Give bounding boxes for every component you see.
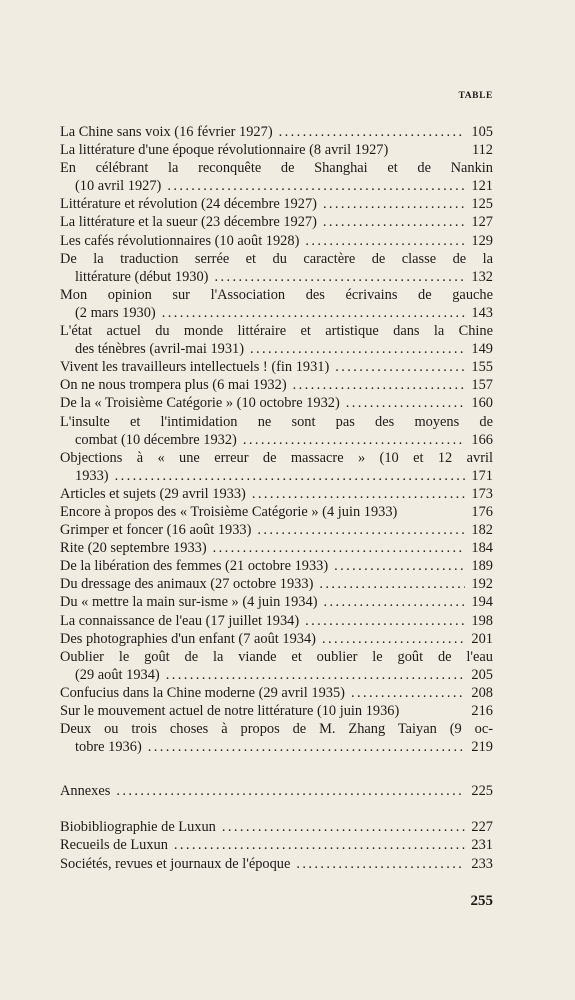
toc-entry: [60, 630, 493, 648]
toc-entry: [60, 575, 493, 593]
toc-entry-title: des ténèbres (avril-mai 1931): [75, 341, 245, 358]
toc-entry: [60, 141, 493, 159]
toc-entry-line: [60, 376, 493, 394]
toc-entry-line: [60, 232, 493, 250]
dot-leader: [323, 213, 465, 231]
toc-entry-title: On ne nous trompera plus (6 mai 1932): [60, 377, 287, 394]
dot-leader: [252, 485, 465, 503]
toc-entry-line: [60, 123, 493, 141]
toc-entry-line: [60, 612, 493, 630]
toc-entry-title: Littérature et révolution (24 décembre 1927): [60, 196, 317, 213]
toc-appendix-entry: [60, 836, 493, 854]
toc-entry: [60, 485, 493, 503]
toc-entry-page: 149: [471, 341, 493, 358]
toc-entry-page: 112: [471, 142, 493, 159]
toc-entry-line: [60, 738, 493, 756]
toc-appendix-entry: [60, 818, 493, 836]
toc-entry-line: [60, 268, 493, 286]
toc-entry: [60, 557, 493, 575]
toc-entry: [60, 702, 493, 720]
toc-entry-title: Les cafés révolutionnaires (10 août 1928): [60, 232, 300, 249]
toc-entry-line: [60, 195, 493, 213]
toc-entry-line: [60, 557, 493, 575]
toc-entry-title: (29 août 1934): [75, 666, 160, 683]
toc-entry-line: [60, 304, 493, 322]
toc-entry-title: combat (10 décembre 1932): [75, 431, 237, 448]
toc-entry-line: [60, 358, 493, 376]
dot-leader: [305, 612, 465, 630]
toc-entry-page: 216: [471, 703, 493, 719]
toc-entry-page: 143: [471, 304, 493, 321]
toc-entry: [60, 250, 493, 286]
annexes-page: 225: [471, 783, 493, 800]
dot-leader: [293, 376, 465, 394]
toc-entry-line: [60, 141, 493, 159]
toc-entry: [60, 539, 493, 557]
dot-leader: [346, 394, 465, 412]
toc-entry-line: [60, 431, 493, 449]
dot-leader: [334, 557, 465, 575]
toc-entry-title: Du dressage des animaux (27 octobre 1933): [60, 576, 314, 593]
toc-entry-line: [60, 467, 493, 485]
toc-entry-title: Objections à « une erreur de massacre » (10 et 12 avril: [60, 449, 493, 466]
toc-entry-page: 231: [471, 837, 493, 854]
toc-entry-title: 1933): [75, 467, 109, 484]
toc-entry: [60, 286, 493, 322]
toc-entry-title: Oublier le goût de la viande et oublier le goût de l'eau: [60, 648, 493, 665]
toc-entry-line: [60, 177, 493, 195]
toc-entry-line: [60, 575, 493, 593]
toc-entry-title: Des photographies d'un enfant (7 août 1934): [60, 630, 316, 647]
toc-entry: [60, 684, 493, 702]
toc-entry-title: La littérature d'une époque révolutionnaire (8 avril 1927): [60, 142, 389, 159]
toc-entry-page: 157: [471, 377, 493, 394]
toc-entry: [60, 213, 493, 231]
toc-entry-title: Encore à propos des « Troisième Catégorie » (4 juin 1933): [60, 503, 398, 520]
dot-leader: [335, 358, 465, 376]
toc-entry-title: littérature (début 1930): [75, 268, 209, 285]
toc-entry: [60, 449, 493, 485]
toc-entry-page: 176: [471, 503, 493, 520]
toc-entry-page: 219: [471, 739, 493, 756]
dot-leader: [166, 666, 465, 684]
toc-entry-title: Vivent les travailleurs intellectuels ! (fin 1931): [60, 359, 330, 376]
toc-entry: [60, 593, 493, 611]
toc-entry-line: [60, 394, 493, 412]
toc-entry-title: Du « mettre la main sur-isme » (4 juin 1934): [60, 594, 318, 611]
toc-entry-page: 227: [471, 819, 493, 836]
toc-entry: [60, 503, 493, 521]
toc-entry-page: 182: [471, 522, 493, 539]
toc-entry-title: (2 mars 1930): [75, 304, 156, 321]
toc-entry-title: Sur le mouvement actuel de notre littérature (10 juin 1936): [60, 703, 400, 719]
dot-leader: [162, 304, 465, 322]
dot-leader: [167, 177, 465, 195]
toc-entry: [60, 720, 493, 756]
dot-leader: [116, 782, 465, 800]
toc-entry-line: [60, 340, 493, 358]
toc-entry-line: [60, 213, 493, 231]
toc-entry: [60, 521, 493, 539]
toc-entry-title: Biobibliographie de Luxun: [60, 819, 216, 836]
toc-entry-line: [60, 521, 493, 539]
toc-entry-title: Recueils de Luxun: [60, 837, 168, 854]
dot-leader: [115, 467, 465, 485]
toc-annexes: [60, 782, 493, 800]
toc-appendix-entry: [60, 855, 493, 873]
toc-entry: [60, 394, 493, 412]
toc-entry-title: Articles et sujets (29 avril 1933): [60, 485, 246, 502]
toc-entry-page: 189: [471, 558, 493, 575]
toc-entry-page: 105: [471, 124, 493, 140]
toc-entries: [60, 123, 493, 756]
toc-entry-line: [60, 593, 493, 611]
dot-leader: [296, 855, 465, 873]
toc-entry-page: 171: [471, 467, 493, 484]
dot-leader: [319, 575, 465, 593]
toc-entry-page: 201: [471, 630, 493, 647]
toc-entry-line: [60, 503, 493, 521]
toc-entry: [60, 648, 493, 684]
dot-leader: [222, 818, 465, 836]
toc-entry-title: En célébrant la reconquête de Shanghai et de Nankin: [60, 160, 493, 177]
toc-entry-title: De la « Troisième Catégorie » (10 octobre 1932): [60, 395, 340, 412]
toc-entry-title: L'état actuel du monde littéraire et artistique dans la Chine: [60, 323, 493, 340]
toc-entry: [60, 612, 493, 630]
toc-entry-line: [60, 666, 493, 684]
toc-entry-page: 192: [471, 576, 493, 593]
dot-leader: [322, 630, 465, 648]
appendix-entries: [60, 818, 493, 872]
dot-leader: [174, 836, 465, 854]
toc-entry-page: 173: [471, 485, 493, 502]
toc-entry-title: La littérature et la sueur (23 décembre 1927): [60, 214, 317, 231]
dot-leader: [279, 123, 465, 141]
toc-entry-line: [60, 630, 493, 648]
dot-leader: [243, 431, 465, 449]
toc-entry-page: 155: [471, 359, 493, 376]
toc-entry: [60, 232, 493, 250]
toc-entry-page: 194: [471, 594, 493, 611]
toc-entry: [60, 159, 493, 195]
running-head: TABLE: [458, 91, 493, 101]
toc-entry-page: 233: [471, 855, 493, 872]
toc-entry-page: 208: [471, 684, 493, 701]
dot-leader: [324, 593, 466, 611]
toc-entry-title: Grimper et foncer (16 août 1933): [60, 522, 252, 539]
table-of-contents: [60, 123, 493, 873]
dot-leader: [323, 195, 465, 213]
dot-leader: [148, 738, 465, 756]
section-gap: [60, 756, 493, 782]
toc-entry-line: [60, 485, 493, 503]
dot-leader: [351, 684, 465, 702]
annexes-label: Annexes: [60, 783, 111, 800]
page-number: 255: [470, 893, 493, 909]
toc-entry-page: 205: [471, 666, 493, 683]
toc-entry-page: 184: [471, 540, 493, 557]
toc-entry-line: [60, 684, 493, 702]
toc-entry-title: De la libération des femmes (21 octobre 1933): [60, 558, 329, 575]
toc-entry: [60, 322, 493, 358]
toc-entry-title: Confucius dans la Chine moderne (29 avril 1935): [60, 684, 345, 701]
toc-entry-title: Rite (20 septembre 1933): [60, 540, 207, 557]
toc-entry-page: 160: [471, 395, 493, 412]
toc-entry-line: [60, 539, 493, 557]
dot-leader: [214, 268, 465, 286]
toc-entry: [60, 413, 493, 449]
dot-leader: [305, 232, 465, 250]
toc-entry-line: [60, 702, 493, 720]
toc-entry: [60, 358, 493, 376]
toc-entry: [60, 123, 493, 141]
toc-entry-title: La connaissance de l'eau (17 juillet 1934): [60, 612, 300, 629]
toc-entry-title: De la traduction serrée et du caractère de classe de la: [60, 250, 493, 267]
toc-entry-page: 129: [471, 232, 493, 249]
toc-entry-page: 166: [471, 431, 493, 448]
toc-entry: [60, 195, 493, 213]
toc-entry-page: 121: [471, 178, 493, 195]
toc-entry-title: (10 avril 1927): [75, 178, 162, 195]
toc-entry-title: L'insulte et l'intimidation ne sont pas des moyens de: [60, 413, 493, 430]
dot-leader: [250, 340, 465, 358]
toc-entry-title: Deux ou trois choses à propos de M. Zhang Taiyan (9 oc-: [60, 721, 493, 738]
toc-entry-title: Sociétés, revues et journaux de l'époque: [60, 855, 291, 872]
toc-entry-page: 125: [471, 196, 493, 213]
dot-leader: [257, 521, 465, 539]
toc-entry-title: Mon opinion sur l'Association des écrivains de gauche: [60, 286, 493, 303]
dot-leader: [213, 539, 465, 557]
toc-entry-page: 127: [471, 214, 493, 231]
section-gap: [60, 800, 493, 818]
toc-entry: [60, 376, 493, 394]
toc-entry-page: 132: [471, 268, 493, 285]
toc-entry-title: La Chine sans voix (16 février 1927): [60, 124, 273, 140]
toc-entry-page: 198: [471, 612, 493, 629]
toc-entry-title: tobre 1936): [75, 739, 142, 756]
